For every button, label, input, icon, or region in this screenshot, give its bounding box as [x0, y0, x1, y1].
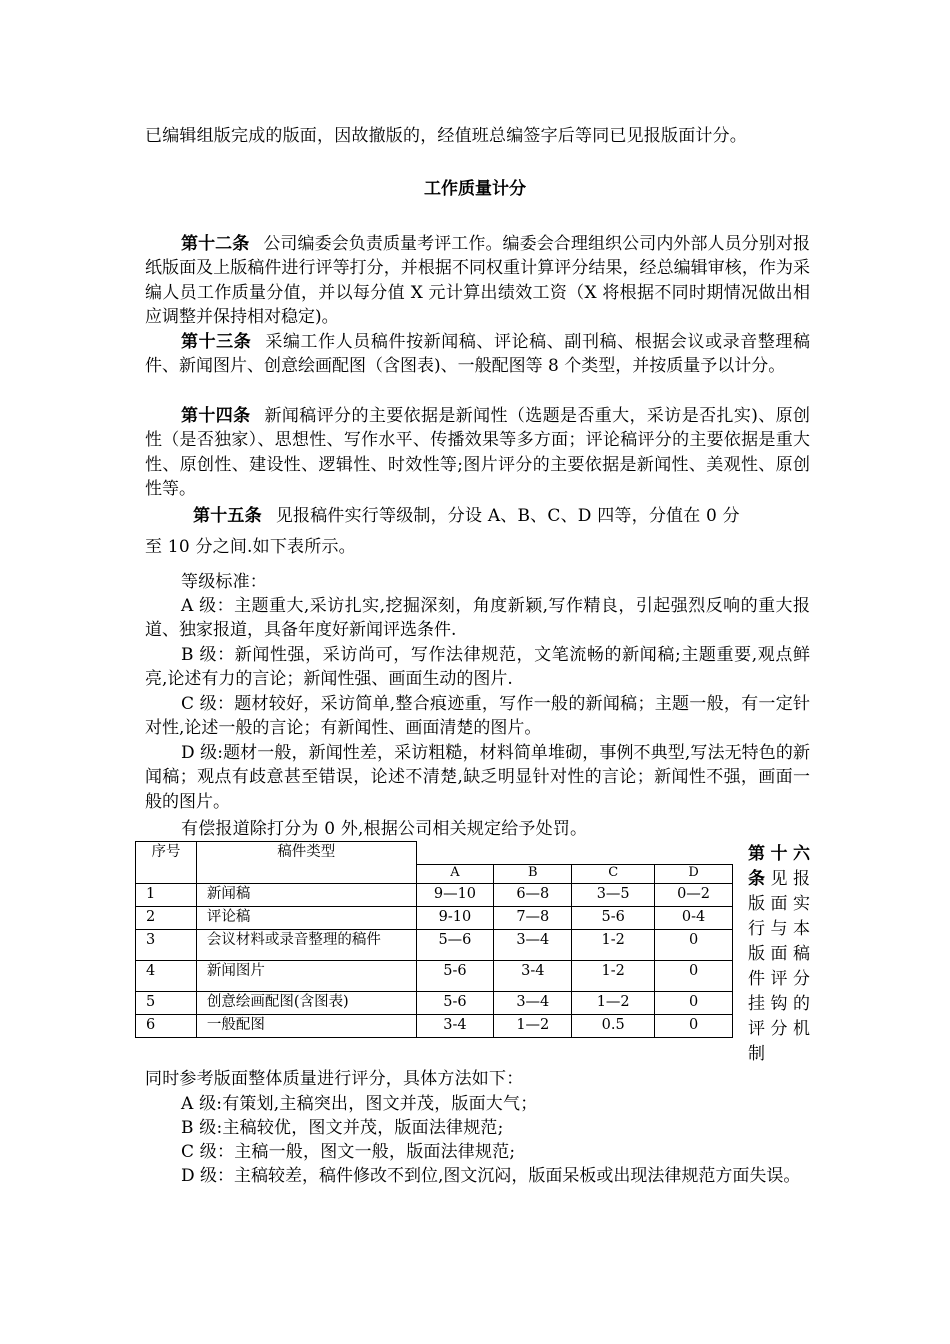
article-16-continuation: 同时参考版面整体质量进行评分，具体方法如下： [145, 1069, 524, 1089]
row-no: 5 [136, 991, 197, 1014]
row-type: 一般配图 [196, 1014, 416, 1037]
article-12-text: 公司编委会负责质量考评工作。编委会合理组织公司内外部人员分别对报纸版面及上版稿件进行评等打分，并根据不同权重计算评分结果，经总编辑审核，作为采编人员工作质量分值，并以每分值 X 元计算出绩效工资（X 将根据不同时期情况做出相应调整并保持相对稳定)。 [145, 234, 810, 328]
row-no: 2 [136, 906, 197, 929]
row-type: 评论稿 [196, 906, 416, 929]
table-row [136, 906, 733, 929]
grade-label-b: B [494, 864, 572, 883]
row-no: 6 [136, 1014, 197, 1037]
row-a: 5—6 [416, 929, 494, 960]
row-d: 0 [655, 1014, 733, 1037]
row-a: 9—10 [416, 883, 494, 906]
row-no: 3 [136, 929, 197, 960]
article-12 [145, 232, 810, 330]
header-no: 序号 [136, 842, 197, 884]
row-type: 新闻图片 [196, 960, 416, 991]
header-blank [416, 842, 733, 865]
section-title: 工作质量计分 [424, 179, 526, 199]
table-row [136, 883, 733, 906]
row-c: 3—5 [572, 883, 655, 906]
grade-table [135, 841, 733, 1038]
article-16-side [748, 842, 810, 1067]
grade-b: B 级：新闻性强，采访尚可，写作法律规范，文笔流畅的新闻稿;主题重要,观点鲜亮,论述有力的言论；新闻性强、画面生动的图片. [145, 645, 810, 690]
article-13-heading: 第十三条 [181, 332, 252, 352]
article-15-heading: 第十五条 [193, 506, 262, 526]
table-row [136, 960, 733, 991]
layout-grade-b: B 级:主稿较优，图文并茂，版面法律规范; [181, 1118, 504, 1138]
row-d: 0 [655, 991, 733, 1014]
row-type: 会议材料或录音整理的稿件 [196, 929, 416, 960]
row-c: 1-2 [572, 960, 655, 991]
article-13 [145, 330, 810, 379]
article-16-heading: 第十六条 [748, 844, 810, 889]
row-b: 7—8 [494, 906, 572, 929]
grade-d: D 级:题材一般，新闻性差，采访粗糙，材料简单堆砌，事例不典型,写法无特色的新闻稿；观点有歧意甚至错误，论述不清楚,缺乏明显针对性的言论；新闻性不强，画面一般的图片。 [145, 743, 810, 812]
layout-grade-c: C 级：主稿一般，图文一般，版面法律规范; [181, 1142, 516, 1162]
table-row [136, 991, 733, 1014]
row-a: 3-4 [416, 1014, 494, 1037]
row-a: 9-10 [416, 906, 494, 929]
grade-a: A 级：主题重大,采访扎实,挖掘深刻，角度新颖,写作精良，引起强烈反响的重大报道、独家报道，具备年度好新闻评选条件. [145, 596, 810, 641]
article-14-text: 新闻稿评分的主要依据是新闻性（选题是否重大，采访是否扎实)、原创性（是否独家）、思想性、写作水平、传播效果等多方面；评论稿评分的主要依据是重大性、原创性、建设性、逻辑性、时效性等;图片评分的主要依据是新闻性、美观性、原创性等。 [145, 406, 810, 500]
paid-report-note: 有偿报道除打分为 0 外,根据公司相关规定给予处罚。 [181, 819, 588, 839]
row-d: 0 [655, 960, 733, 991]
header-type: 稿件类型 [196, 842, 416, 884]
grade-c: C 级：题材较好，采访简单,整合痕迹重，写作一般的新闻稿；主题一般，有一定针对性,论述一般的言论；有新闻性、画面清楚的图片。 [145, 694, 810, 739]
table-row [136, 1014, 733, 1037]
grade-label-a: A [416, 864, 494, 883]
row-b: 3—4 [494, 929, 572, 960]
row-b: 3—4 [494, 991, 572, 1014]
row-d: 0 [655, 929, 733, 960]
row-d: 0—2 [655, 883, 733, 906]
article-16-side-text: 见报版面实行与本版面稿件评分挂钩的评分机制 [748, 869, 810, 1064]
row-c: 0.5 [572, 1014, 655, 1037]
layout-grade-a: A 级:有策划,主稿突出，图文并茂，版面大气； [181, 1094, 538, 1114]
article-15-line1: 见报稿件实行等级制，分设 A、B、C、D 四等，分值在 0 分 [275, 506, 740, 526]
layout-grade-d: D 级：主稿较差，稿件修改不到位,图文沉闷，版面呆板或出现法律规范方面失误。 [181, 1166, 801, 1186]
grade-label-d: D [655, 864, 733, 883]
article-14 [145, 404, 810, 502]
article-14-heading: 第十四条 [181, 406, 251, 426]
grade-label-c: C [572, 864, 655, 883]
table-row [136, 929, 733, 960]
row-c: 5-6 [572, 906, 655, 929]
article-12-heading: 第十二条 [181, 234, 250, 254]
row-b: 3-4 [494, 960, 572, 991]
grade-standard-label: 等级标准： [181, 572, 267, 592]
row-c: 1—2 [572, 991, 655, 1014]
intro-line: 已编辑组版完成的版面，因故撤版的，经值班总编签字后等同已见报版面计分。 [145, 126, 747, 146]
row-a: 5-6 [416, 960, 494, 991]
table-header-row [136, 842, 733, 865]
row-b: 1—2 [494, 1014, 572, 1037]
row-type: 新闻稿 [196, 883, 416, 906]
article-13-text: 采编工作人员稿件按新闻稿、评论稿、副刊稿、根据会议或录音整理稿件、新闻图片、创意绘画配图（含图表)、一般配图等 8 个类型，并按质量予以计分。 [145, 332, 811, 377]
row-no: 4 [136, 960, 197, 991]
row-b: 6—8 [494, 883, 572, 906]
row-no: 1 [136, 883, 197, 906]
row-a: 5-6 [416, 991, 494, 1014]
row-d: 0-4 [655, 906, 733, 929]
article-15-line2: 至 10 分之间.如下表所示。 [145, 537, 356, 557]
article-15 [193, 504, 858, 528]
row-c: 1-2 [572, 929, 655, 960]
row-type: 创意绘画配图(含图表) [196, 991, 416, 1014]
